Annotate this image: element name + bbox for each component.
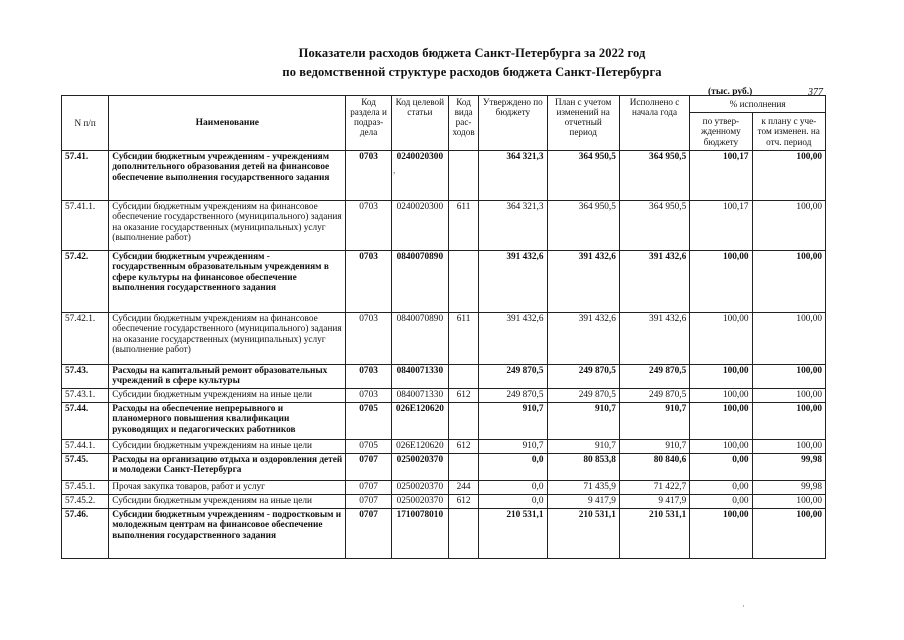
document-subtitle: по ведомственной структуре расходов бюджета Санкт-Петербурга <box>282 65 662 79</box>
row-executed: 364 950,5 <box>619 151 689 201</box>
row-pct-budget: 100,17 <box>690 201 752 251</box>
row-number: 57.43. <box>62 365 109 389</box>
row-pct-plan: 100,00 <box>752 495 825 509</box>
row-expense-type: 611 <box>449 201 479 251</box>
table-row <box>62 201 826 251</box>
row-number: 57.45. <box>62 454 109 481</box>
units-label: (тыс. руб.) <box>708 87 753 97</box>
row-number: 57.45.2. <box>62 495 109 509</box>
row-number: 57.45.1. <box>62 481 109 495</box>
row-pct-plan: 100,00 <box>752 509 825 559</box>
header-pct-plan: к плану с уче-том изменен. на отч. период <box>752 113 825 151</box>
row-name: Субсидии бюджетным учреждениям на иные цели <box>109 495 346 509</box>
row-plan: 910,7 <box>547 440 619 454</box>
row-executed: 9 417,9 <box>619 495 689 509</box>
row-pct-plan: 100,00 <box>752 440 825 454</box>
row-item-code: 0840070890 <box>391 251 448 313</box>
row-section-code: 0703 <box>346 313 391 365</box>
row-pct-plan: 100,00 <box>752 313 825 365</box>
row-number: 57.46. <box>62 509 109 559</box>
row-name: Расходы на организацию отдыха и оздоровления детей и молодежи Санкт-Петербурга <box>109 454 346 481</box>
row-executed: 249 870,5 <box>619 365 689 389</box>
row-pct-budget: 100,00 <box>690 389 752 403</box>
row-plan: 364 950,5 <box>547 151 619 201</box>
header-approved: Утверждено по бюджету <box>479 96 547 151</box>
table-row <box>62 509 826 559</box>
row-number: 57.44. <box>62 403 109 440</box>
row-expense-type: 612 <box>449 389 479 403</box>
row-section-code: 0707 <box>346 454 391 481</box>
row-pct-budget: 100,00 <box>690 403 752 440</box>
row-name: Расходы на обеспечение непрерывного и планомерного повышения квалификации руководящих и педагогических работников <box>109 403 346 440</box>
row-plan: 210 531,1 <box>547 509 619 559</box>
row-plan: 391 432,6 <box>547 313 619 365</box>
expenditure-table <box>61 95 826 559</box>
row-approved: 391 432,6 <box>479 313 547 365</box>
row-pct-budget: 100,17 <box>690 151 752 201</box>
header-pct-budget: по утвер-жденному бюджету <box>690 113 752 151</box>
row-item-code: 0240020300 <box>391 151 448 201</box>
row-name: Субсидии бюджетным учреждениям на финансовое обеспечение государственного (муниципального) задания на оказание государственных (муниципальных) услуг (выполнение работ) <box>109 313 346 365</box>
row-name: Расходы на капитальный ремонт образовательных учреждений в сфере культуры <box>109 365 346 389</box>
row-pct-budget: 0,00 <box>690 495 752 509</box>
row-expense-type <box>449 251 479 313</box>
row-executed: 71 422,7 <box>619 481 689 495</box>
row-item-code: 026E120620 <box>391 403 448 440</box>
row-name: Субсидии бюджетным учреждениям на иные цели <box>109 389 346 403</box>
row-plan: 71 435,9 <box>547 481 619 495</box>
row-item-code: 0240020300 <box>391 201 448 251</box>
row-approved: 249 870,5 <box>479 389 547 403</box>
row-section-code: 0703 <box>346 151 391 201</box>
row-approved: 364 321,3 <box>479 201 547 251</box>
row-approved: 0,0 <box>479 495 547 509</box>
row-approved: 364 321,3 <box>479 151 547 201</box>
row-section-code: 0705 <box>346 403 391 440</box>
row-section-code: 0705 <box>346 440 391 454</box>
scan-speck: · <box>742 601 745 611</box>
row-approved: 910,7 <box>479 403 547 440</box>
row-number: 57.41.1. <box>62 201 109 251</box>
row-name: Субсидии бюджетным учреждениям - государственным образовательным учреждениям в сфере культуры на финансовое обеспечение выполнения государственного задания <box>109 251 346 313</box>
table-row <box>62 454 826 481</box>
row-expense-type <box>449 403 479 440</box>
row-item-code: 0250020370 <box>391 481 448 495</box>
row-pct-plan: 100,00 <box>752 365 825 389</box>
table-row <box>62 481 826 495</box>
row-section-code: 0707 <box>346 495 391 509</box>
row-expense-type <box>449 509 479 559</box>
table-row <box>62 389 826 403</box>
row-number: 57.41. <box>62 151 109 201</box>
row-plan: 391 432,6 <box>547 251 619 313</box>
row-approved: 0,0 <box>479 454 547 481</box>
row-name: Субсидии бюджетным учреждениям - учреждениям дополнительного образования детей на финансовое обеспечение выполнения государственного задания <box>109 151 346 201</box>
row-executed: 391 432,6 <box>619 313 689 365</box>
row-section-code: 0703 <box>346 201 391 251</box>
row-plan: 364 950,5 <box>547 201 619 251</box>
header-plan: План с учетом изменений на отчетный период <box>547 96 619 151</box>
row-pct-plan: 99,98 <box>752 454 825 481</box>
row-section-code: 0707 <box>346 481 391 495</box>
row-name: Субсидии бюджетным учреждениям на финансовое обеспечение государственного (муниципального) задания на оказание государственных (муниципальных) услуг (выполнение работ) <box>109 201 346 251</box>
row-pct-budget: 100,00 <box>690 440 752 454</box>
table-row <box>62 495 826 509</box>
row-pct-plan: 100,00 <box>752 151 825 201</box>
row-executed: 210 531,1 <box>619 509 689 559</box>
row-approved: 910,7 <box>479 440 547 454</box>
row-expense-type <box>449 454 479 481</box>
header-num: N п/п <box>62 96 109 151</box>
row-name: Субсидии бюджетным учреждениям на иные цели <box>109 440 346 454</box>
header-name: Наименование <box>109 96 346 151</box>
row-item-code: 0840070890 <box>391 313 448 365</box>
row-executed: 364 950,5 <box>619 201 689 251</box>
row-item-code: 0250020370 <box>391 495 448 509</box>
row-expense-type <box>449 365 479 389</box>
page-number: 377 <box>808 87 823 98</box>
row-expense-type: 612 <box>449 495 479 509</box>
row-name: Прочая закупка товаров, работ и услуг <box>109 481 346 495</box>
row-plan: 249 870,5 <box>547 365 619 389</box>
row-pct-budget: 0,00 <box>690 481 752 495</box>
header-pct-group: % исполнения <box>690 96 826 113</box>
row-executed: 249 870,5 <box>619 389 689 403</box>
table-row <box>62 151 826 201</box>
row-approved: 391 432,6 <box>479 251 547 313</box>
header-item-code: Код целевой статьи <box>391 96 448 151</box>
row-section-code: 0703 <box>346 251 391 313</box>
row-plan: 9 417,9 <box>547 495 619 509</box>
row-pct-plan: 100,00 <box>752 201 825 251</box>
row-item-code: 1710078010 <box>391 509 448 559</box>
row-pct-budget: 100,00 <box>690 365 752 389</box>
row-section-code: 0703 <box>346 389 391 403</box>
row-approved: 0,0 <box>479 481 547 495</box>
row-pct-plan: 100,00 <box>752 389 825 403</box>
header-executed: Исполнено с начала года <box>619 96 689 151</box>
row-expense-type <box>449 151 479 201</box>
row-executed: 910,7 <box>619 440 689 454</box>
row-expense-type: 611 <box>449 313 479 365</box>
row-item-code: 0250020370 <box>391 454 448 481</box>
row-number: 57.44.1. <box>62 440 109 454</box>
row-plan: 80 853,8 <box>547 454 619 481</box>
row-pct-budget: 100,00 <box>690 251 752 313</box>
row-pct-budget: 100,00 <box>690 509 752 559</box>
table-body <box>62 151 826 559</box>
row-executed: 910,7 <box>619 403 689 440</box>
row-section-code: 0707 <box>346 509 391 559</box>
row-pct-plan: 100,00 <box>752 403 825 440</box>
row-number: 57.42. <box>62 251 109 313</box>
row-name: Субсидии бюджетным учреждениям - подростковым и молодежным центрам на финансовое обеспечение выполнения государственного задания <box>109 509 346 559</box>
row-pct-plan: 99,98 <box>752 481 825 495</box>
row-pct-budget: 100,00 <box>690 313 752 365</box>
scan-speck: , <box>393 165 396 175</box>
row-expense-type: 612 <box>449 440 479 454</box>
header-expense-type-code: Код вида рас-ходов <box>449 96 479 151</box>
row-item-code: 026E120620 <box>391 440 448 454</box>
row-expense-type: 244 <box>449 481 479 495</box>
row-executed: 391 432,6 <box>619 251 689 313</box>
header-section-code: Код раздела и подраз-дела <box>346 96 391 151</box>
row-item-code: 0840071330 <box>391 365 448 389</box>
row-plan: 249 870,5 <box>547 389 619 403</box>
row-plan: 910,7 <box>547 403 619 440</box>
document-title: Показатели расходов бюджета Санкт-Петербурга за 2022 год <box>298 46 646 60</box>
table-row <box>62 365 826 389</box>
row-number: 57.42.1. <box>62 313 109 365</box>
row-pct-budget: 0,00 <box>690 454 752 481</box>
table-row <box>62 403 826 440</box>
row-pct-plan: 100,00 <box>752 251 825 313</box>
table-row <box>62 440 826 454</box>
row-approved: 249 870,5 <box>479 365 547 389</box>
row-item-code: 0840071330 <box>391 389 448 403</box>
table-row <box>62 313 826 365</box>
row-approved: 210 531,1 <box>479 509 547 559</box>
row-section-code: 0703 <box>346 365 391 389</box>
row-executed: 80 840,6 <box>619 454 689 481</box>
row-number: 57.43.1. <box>62 389 109 403</box>
table-header <box>62 96 826 151</box>
table-row <box>62 251 826 313</box>
